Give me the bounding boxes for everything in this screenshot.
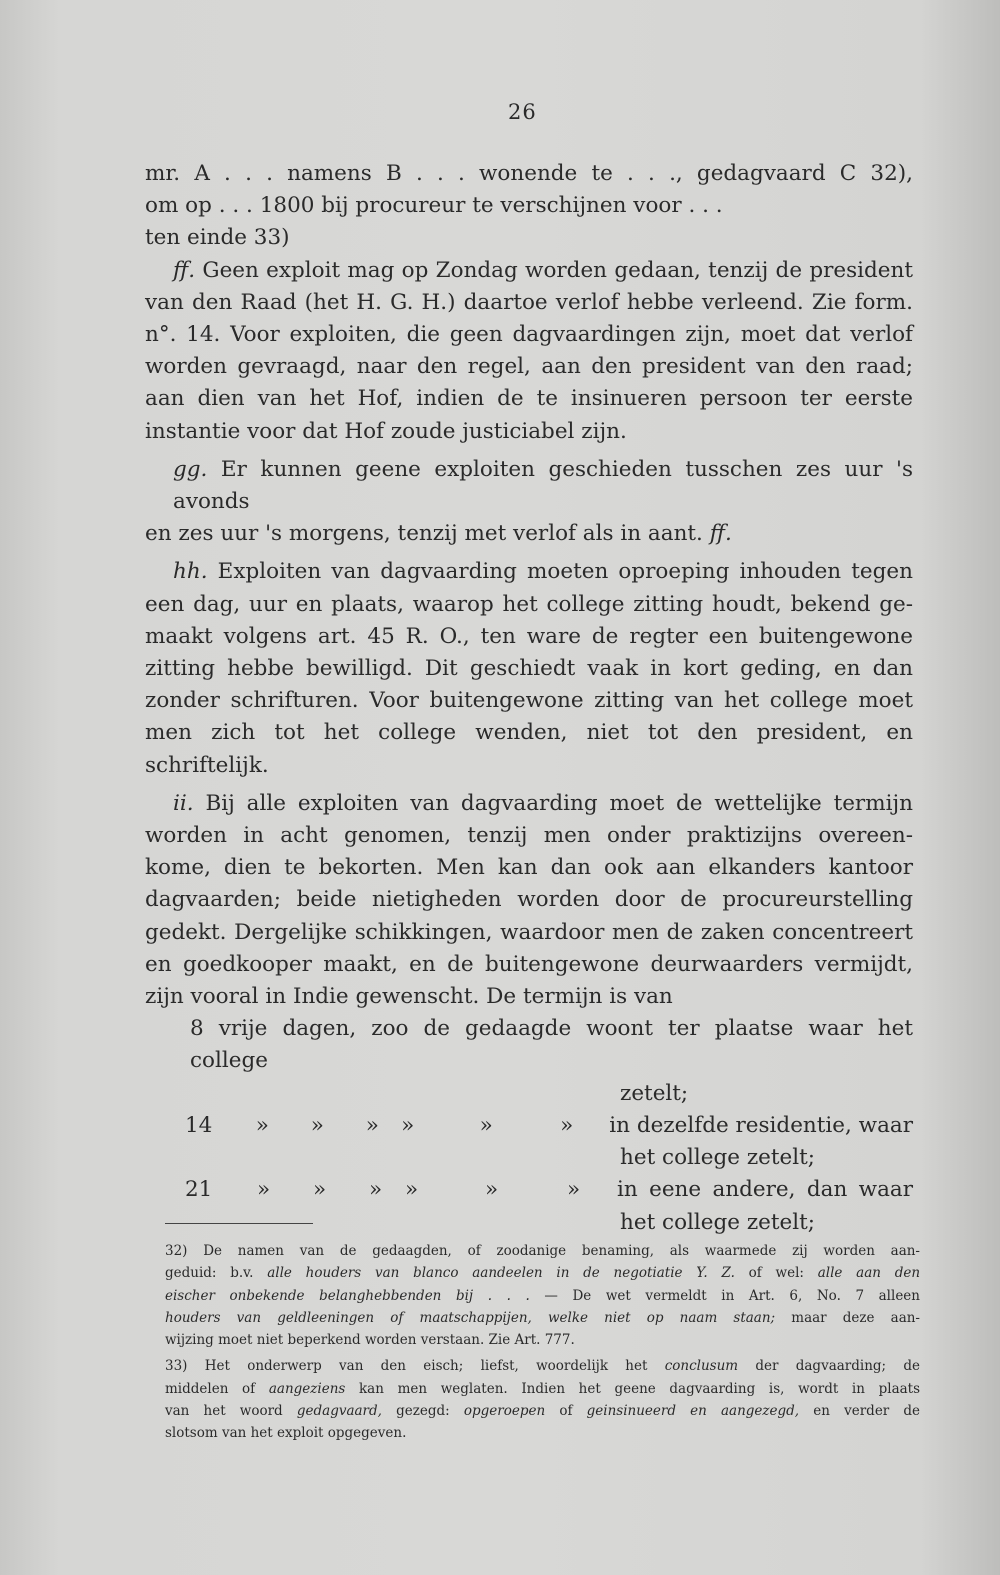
ditto-mark: » xyxy=(560,1112,574,1138)
footnote-text: der dagvaarding; de xyxy=(755,1358,921,1375)
text-line: van den Raad (het H. G. H.) daartoe verlof hebbe verleend. Zie form. xyxy=(145,289,913,315)
text-line: gedekt. Dergelijke schikkingen, waardoor men de zaken concentreert xyxy=(145,919,913,945)
cross-reference: ff. xyxy=(709,521,732,547)
term-row xyxy=(145,1174,913,1206)
term-text: in eene andere, dan waar xyxy=(617,1177,913,1203)
footnote-text: of wel: xyxy=(748,1265,804,1282)
text-line: en goedkooper maakt, en de buitengewone deurwaarders vermijdt, xyxy=(145,951,913,977)
footnote-italic: conclusum xyxy=(664,1358,739,1375)
ditto-mark: » xyxy=(567,1177,581,1203)
main-text xyxy=(145,158,913,1239)
footnote-italic: aangeziens xyxy=(268,1380,346,1397)
term-line: het college zetelt; xyxy=(620,1145,816,1171)
text-line: een dag, uur en plaats, waarop het college zitting houdt, bekend ge- xyxy=(145,591,913,617)
text-line: en zes uur 's morgens, tenzij met verlof als in aant. xyxy=(145,521,703,547)
text-line: men zich tot het college wenden, niet tot den president, en xyxy=(145,720,913,746)
ditto-mark: » xyxy=(365,1112,379,1138)
paragraph-label: ii. xyxy=(173,790,194,816)
footnote-text: — De wet vermeldt in Art. 6, No. 7 alleen xyxy=(544,1287,920,1304)
text-line: aan dien van het Hof, indien de te insinueren persoon ter eerste xyxy=(145,386,913,412)
footnote-italic: gedagvaard, xyxy=(296,1403,382,1420)
paragraph-gg xyxy=(145,454,913,551)
text-line: Geen exploit mag op Zondag worden gedaan, tenzij de president xyxy=(202,257,913,283)
footnote-italic: alle houders van blanco aandeelen in de negotiatie Y. Z. xyxy=(267,1265,735,1282)
text-line: worden in acht genomen, tenzij men onder praktizijns overeen- xyxy=(145,823,913,849)
text-line: zonder schrifturen. Voor buitengewone zitting van het college moet xyxy=(145,688,913,714)
footnote-italic: geinsinueerd en aangezegd, xyxy=(586,1403,800,1420)
footnote-text: van het woord xyxy=(165,1403,283,1420)
ditto-mark: » xyxy=(369,1177,383,1203)
footnote-line: 32) De namen van de gedaagden, of zoodanige benaming, als waarmede zij worden aan- xyxy=(165,1243,920,1259)
footnote-text: kan men weglaten. Indien het geene dagvaarding is, wordt in plaats xyxy=(359,1380,921,1397)
text-line: Bij alle exploiten van dagvaarding moet de wettelijke termijn xyxy=(205,790,913,816)
paragraph-label: hh. xyxy=(173,559,208,585)
text-line: Er kunnen geene exploiten geschieden tusschen zes uur 's avonds xyxy=(173,456,913,515)
footnote-italic: alle aan den xyxy=(817,1265,921,1282)
text-line: maakt volgens art. 45 R. O., ten ware de regter een buitengewone xyxy=(145,623,913,649)
text-line: zitting hebbe bewilligd. Dit geschiedt vaak in kort geding, en dan xyxy=(145,656,913,682)
ditto-mark: » xyxy=(401,1112,415,1138)
text-line: schriftelijk. xyxy=(145,752,269,778)
text-line: instantie voor dat Hof zoude justiciabel zijn. xyxy=(145,418,627,444)
text-line: kome, dien te bekorten. Men kan dan ook aan elkanders kantoor xyxy=(145,855,913,881)
text-line: dagvaarden; beide nietigheden worden door de procureurstelling xyxy=(145,887,913,913)
footnote-text: middelen of xyxy=(165,1380,256,1397)
paragraph-hh xyxy=(145,556,913,781)
ditto-mark: » xyxy=(255,1112,269,1138)
paragraph-label: ff. xyxy=(173,257,196,283)
paragraph-ff xyxy=(145,255,913,448)
term-list xyxy=(145,1013,913,1238)
footnote-32 xyxy=(165,1240,920,1351)
footnote-italic: eischer onbekende belanghebbenden bij . . . xyxy=(165,1287,530,1304)
term-row xyxy=(145,1110,913,1142)
term-days: 21 xyxy=(185,1177,213,1203)
footnote-text: of xyxy=(559,1403,573,1420)
footnote-line: slotsom van het exploit opgegeven. xyxy=(165,1425,407,1442)
footnote-divider xyxy=(165,1223,313,1224)
term-days: 14 xyxy=(185,1112,213,1138)
ditto-mark: » xyxy=(405,1177,419,1203)
text-line: ten einde 33) xyxy=(145,225,290,251)
term-line: het college zetelt; xyxy=(620,1209,816,1235)
footnote-text: 33) Het onderwerp van den eisch; liefst, woordelijk het xyxy=(165,1358,648,1375)
footnote-line: wijzing moet niet beperkend worden verstaan. Zie Art. 777. xyxy=(165,1332,575,1349)
page-number: 26 xyxy=(508,100,537,124)
ditto-mark: » xyxy=(485,1177,499,1203)
ditto-mark: » xyxy=(479,1112,493,1138)
text-line: worden gevraagd, naar den regel, aan den president van den raad; xyxy=(145,354,913,380)
footnote-text: geduid: b.v. xyxy=(165,1265,254,1282)
text-line: Exploiten van dagvaarding moeten oproeping inhouden tegen xyxy=(217,559,913,585)
footnotes xyxy=(165,1240,920,1445)
text-line: mr. A . . . namens B . . . wonende te . . ., gedagvaard C 32), xyxy=(145,161,913,186)
footnote-text: gezegd: xyxy=(396,1403,450,1420)
paragraph-ii xyxy=(145,788,913,1013)
text-line: n°. 14. Voor exploiten, die geen dagvaardingen zijn, moet dat verlof xyxy=(145,322,913,348)
text-line: zijn vooral in Indie gewenscht. De termijn is van xyxy=(145,984,673,1010)
ditto-mark: » xyxy=(257,1177,271,1203)
footnote-text: maar deze aan- xyxy=(791,1309,920,1326)
term-line: zetelt; xyxy=(620,1080,689,1106)
ditto-mark: » xyxy=(313,1177,327,1203)
ditto-mark: » xyxy=(310,1112,324,1138)
term-text: in dezelfde residentie, waar xyxy=(609,1112,913,1138)
footnote-text: en verder de xyxy=(813,1403,921,1420)
text-line: om op . . . 1800 bij procureur te verschijnen voor . . . xyxy=(145,193,723,219)
footnote-italic: opgeroepen xyxy=(463,1403,546,1420)
paragraph-label: gg. xyxy=(173,456,208,482)
term-line: 8 vrije dagen, zoo de gedaagde woont ter plaatse waar het college xyxy=(190,1016,913,1074)
footnote-33 xyxy=(165,1355,920,1444)
footnote-italic: houders van geldleeningen of maatschappijen, welke niet op naam staan; xyxy=(165,1309,776,1326)
